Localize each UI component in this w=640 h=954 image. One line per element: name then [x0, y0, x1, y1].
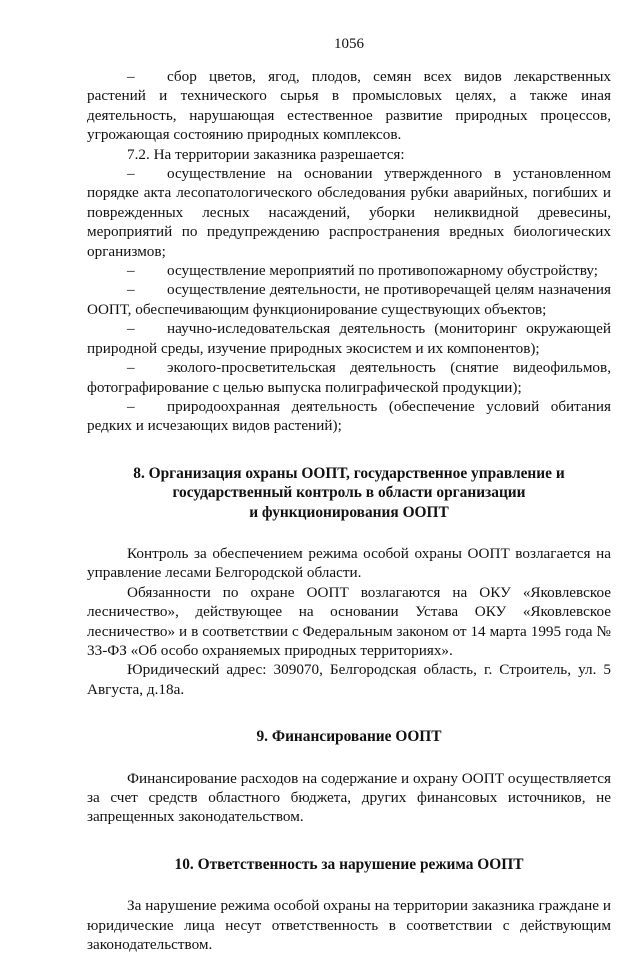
dash-marker: – — [127, 359, 135, 377]
list-item — [87, 280, 611, 319]
section-8-heading-line-2: государственный контроль в области организации — [172, 484, 526, 502]
list-item-text: эколого-просветительская деятельность (снятие видеофильмов, фотографирование с целью выпуска полиграфической продукции); — [87, 359, 611, 396]
spacer — [87, 747, 611, 769]
section-8-heading-line-1: 8. Организация охраны ООПТ, государственное управление и — [133, 464, 565, 482]
dash-marker: – — [127, 320, 135, 338]
list-item — [87, 164, 611, 261]
dash-marker: – — [127, 262, 135, 280]
spacer — [87, 436, 611, 464]
section-10-heading: 10. Ответственность за нарушение режима ООПТ — [174, 855, 524, 873]
section-8-address: Юридический адрес: 309070, Белгородская область, г. Строитель, ул. 5 Августа, д.18а. — [87, 661, 611, 698]
list-item-text: сбор цветов, ягод, плодов, семян всех видов лекарственных растений и технического сырья в промысловых целях, а также иная деятельность, нарушающая естественное развитие природных процессов, угрожающая состоянию природных комплексов. — [87, 68, 611, 144]
dash-marker: – — [127, 397, 135, 415]
spacer — [87, 874, 611, 896]
section-8-paragraph: Обязанности по охране ООПТ возлагаются на ОКУ «Яковлевское лесничество», действующее на основании Устава ОКУ «Яковлевское лесничество» и в соответствии с Федеральным законом от 14 марта 1995 года № 33-ФЗ «Об особо охраняемых природных территориях». — [87, 583, 611, 659]
list-item-text: осуществление деятельности, не противоречащей целям назначения ООПТ, обеспечивающим функционирование существующих объектов; — [87, 281, 611, 318]
list-item — [87, 319, 611, 358]
section-10-paragraph: За нарушение режима особой охраны на территории заказника граждане и юридические лица несут ответственность в соответствии с действующим законодательством. — [87, 897, 611, 954]
section-8-heading-line-3: и функционирования ООПТ — [249, 503, 449, 521]
page-number: 1056 — [334, 36, 364, 52]
spacer — [87, 522, 611, 544]
list-item — [87, 261, 611, 280]
dash-marker: – — [127, 165, 135, 183]
dash-marker: – — [127, 68, 135, 85]
list-item-text: природоохранная деятельность (обеспечение условий обитания редких и исчезающих видов растений); — [87, 397, 611, 435]
list-item-text: научно-иследовательская деятельность (мониторинг окружающей природной среды, изучение природных экосистем и их компонентов); — [87, 320, 611, 357]
dash-marker: – — [127, 281, 135, 299]
spacer — [87, 827, 611, 855]
list-item — [87, 358, 611, 397]
list-item — [87, 67, 611, 145]
list-item — [87, 397, 611, 436]
list-item-text: осуществление мероприятий по противопожарному обустройству; — [167, 262, 598, 280]
section-9-heading: 9. Финансирование ООПТ — [256, 728, 442, 746]
section-7-2-intro: 7.2. На территории заказника разрешается: — [127, 145, 405, 163]
section-9-paragraph: Финансирование расходов на содержание и охрану ООПТ осуществляется за счет средств областного бюджета, других финансовых источников, не запрещенных законодательством. — [87, 769, 611, 826]
section-8-paragraph: Контроль за обеспечением режима особой охраны ООПТ возлагается на управление лесами Белгородской области. — [87, 544, 611, 582]
spacer — [87, 699, 611, 727]
list-item-text: осуществление на основании утвержденного в установленном порядке акта лесопатологического обследования рубки аварийных, погибших и поврежденных лесных насаждений, уборки неликвидной древесины, мероприятий по предупреждению распространения вредных биологических организмов; — [87, 165, 611, 260]
